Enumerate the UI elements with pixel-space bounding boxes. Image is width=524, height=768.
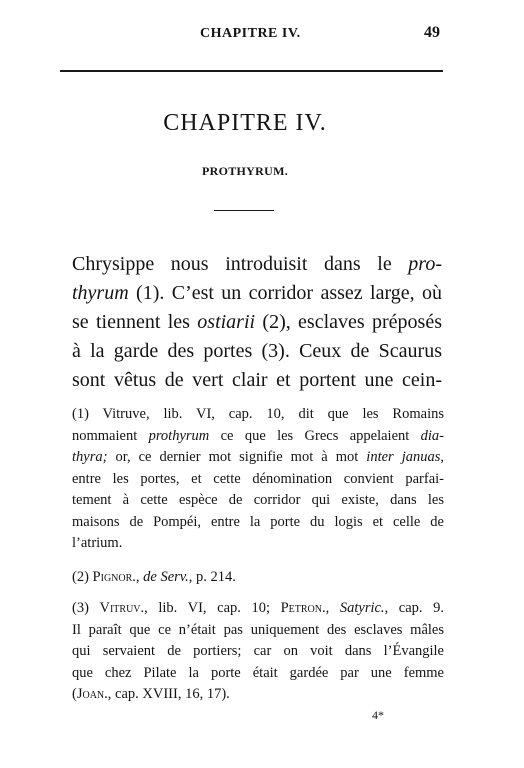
body-paragraph [72,250,442,395]
running-head-title: CHAPITRE IV. [200,26,301,41]
signature-mark: 4* [372,708,384,722]
footnote-3: (3) Vitruv., lib. VI, cap. 10; Petron., Satyric., cap. 9. Il paraît que ce n’était pas uniquement des esclaves mâles qui servaient de portiers; car on voit dans l’Évangile que chez Pilate la porte était gardée par une femme (Joan., cap. XVIII, 16, 17). [72,600,444,702]
chapter-subtitle: PROTHYRUM. [202,164,288,178]
body-line: se tiennent les ostiarii (2), esclaves préposés [72,311,442,333]
footnotes [72,404,444,706]
section-divider [214,210,274,211]
running-head [60,26,440,46]
body-line: Chrysippe nous introduisit dans le pro- [72,253,442,275]
chapter-title: CHAPITRE IV. [163,110,327,136]
footnote-2: (2) Pignor., de Serv., p. 214. [72,568,236,585]
body-line: à la garde des portes (3). Ceux de Scaurus [72,340,442,362]
body-line: sont vêtus de vert clair et portent une cein- [72,369,442,391]
body-line: thyrum (1). C’est un corridor assez large, où [72,282,442,304]
footnote-1: (1) Vitruve, lib. VI, cap. 10, dit que les Romains nommaient prothyrum ce que les Grecs appelaient dia- thyra; or, ce dernier mot signifie mot à mot inter januas, entre les portes, et cette dénomination convient parfai- tement à cette espèce de corridor qui existe, dans les maisons de Pompéi, entre la porte du logis et celle de l’atrium. [72,406,445,551]
header-rule [60,70,443,72]
page-number: 49 [424,24,440,41]
